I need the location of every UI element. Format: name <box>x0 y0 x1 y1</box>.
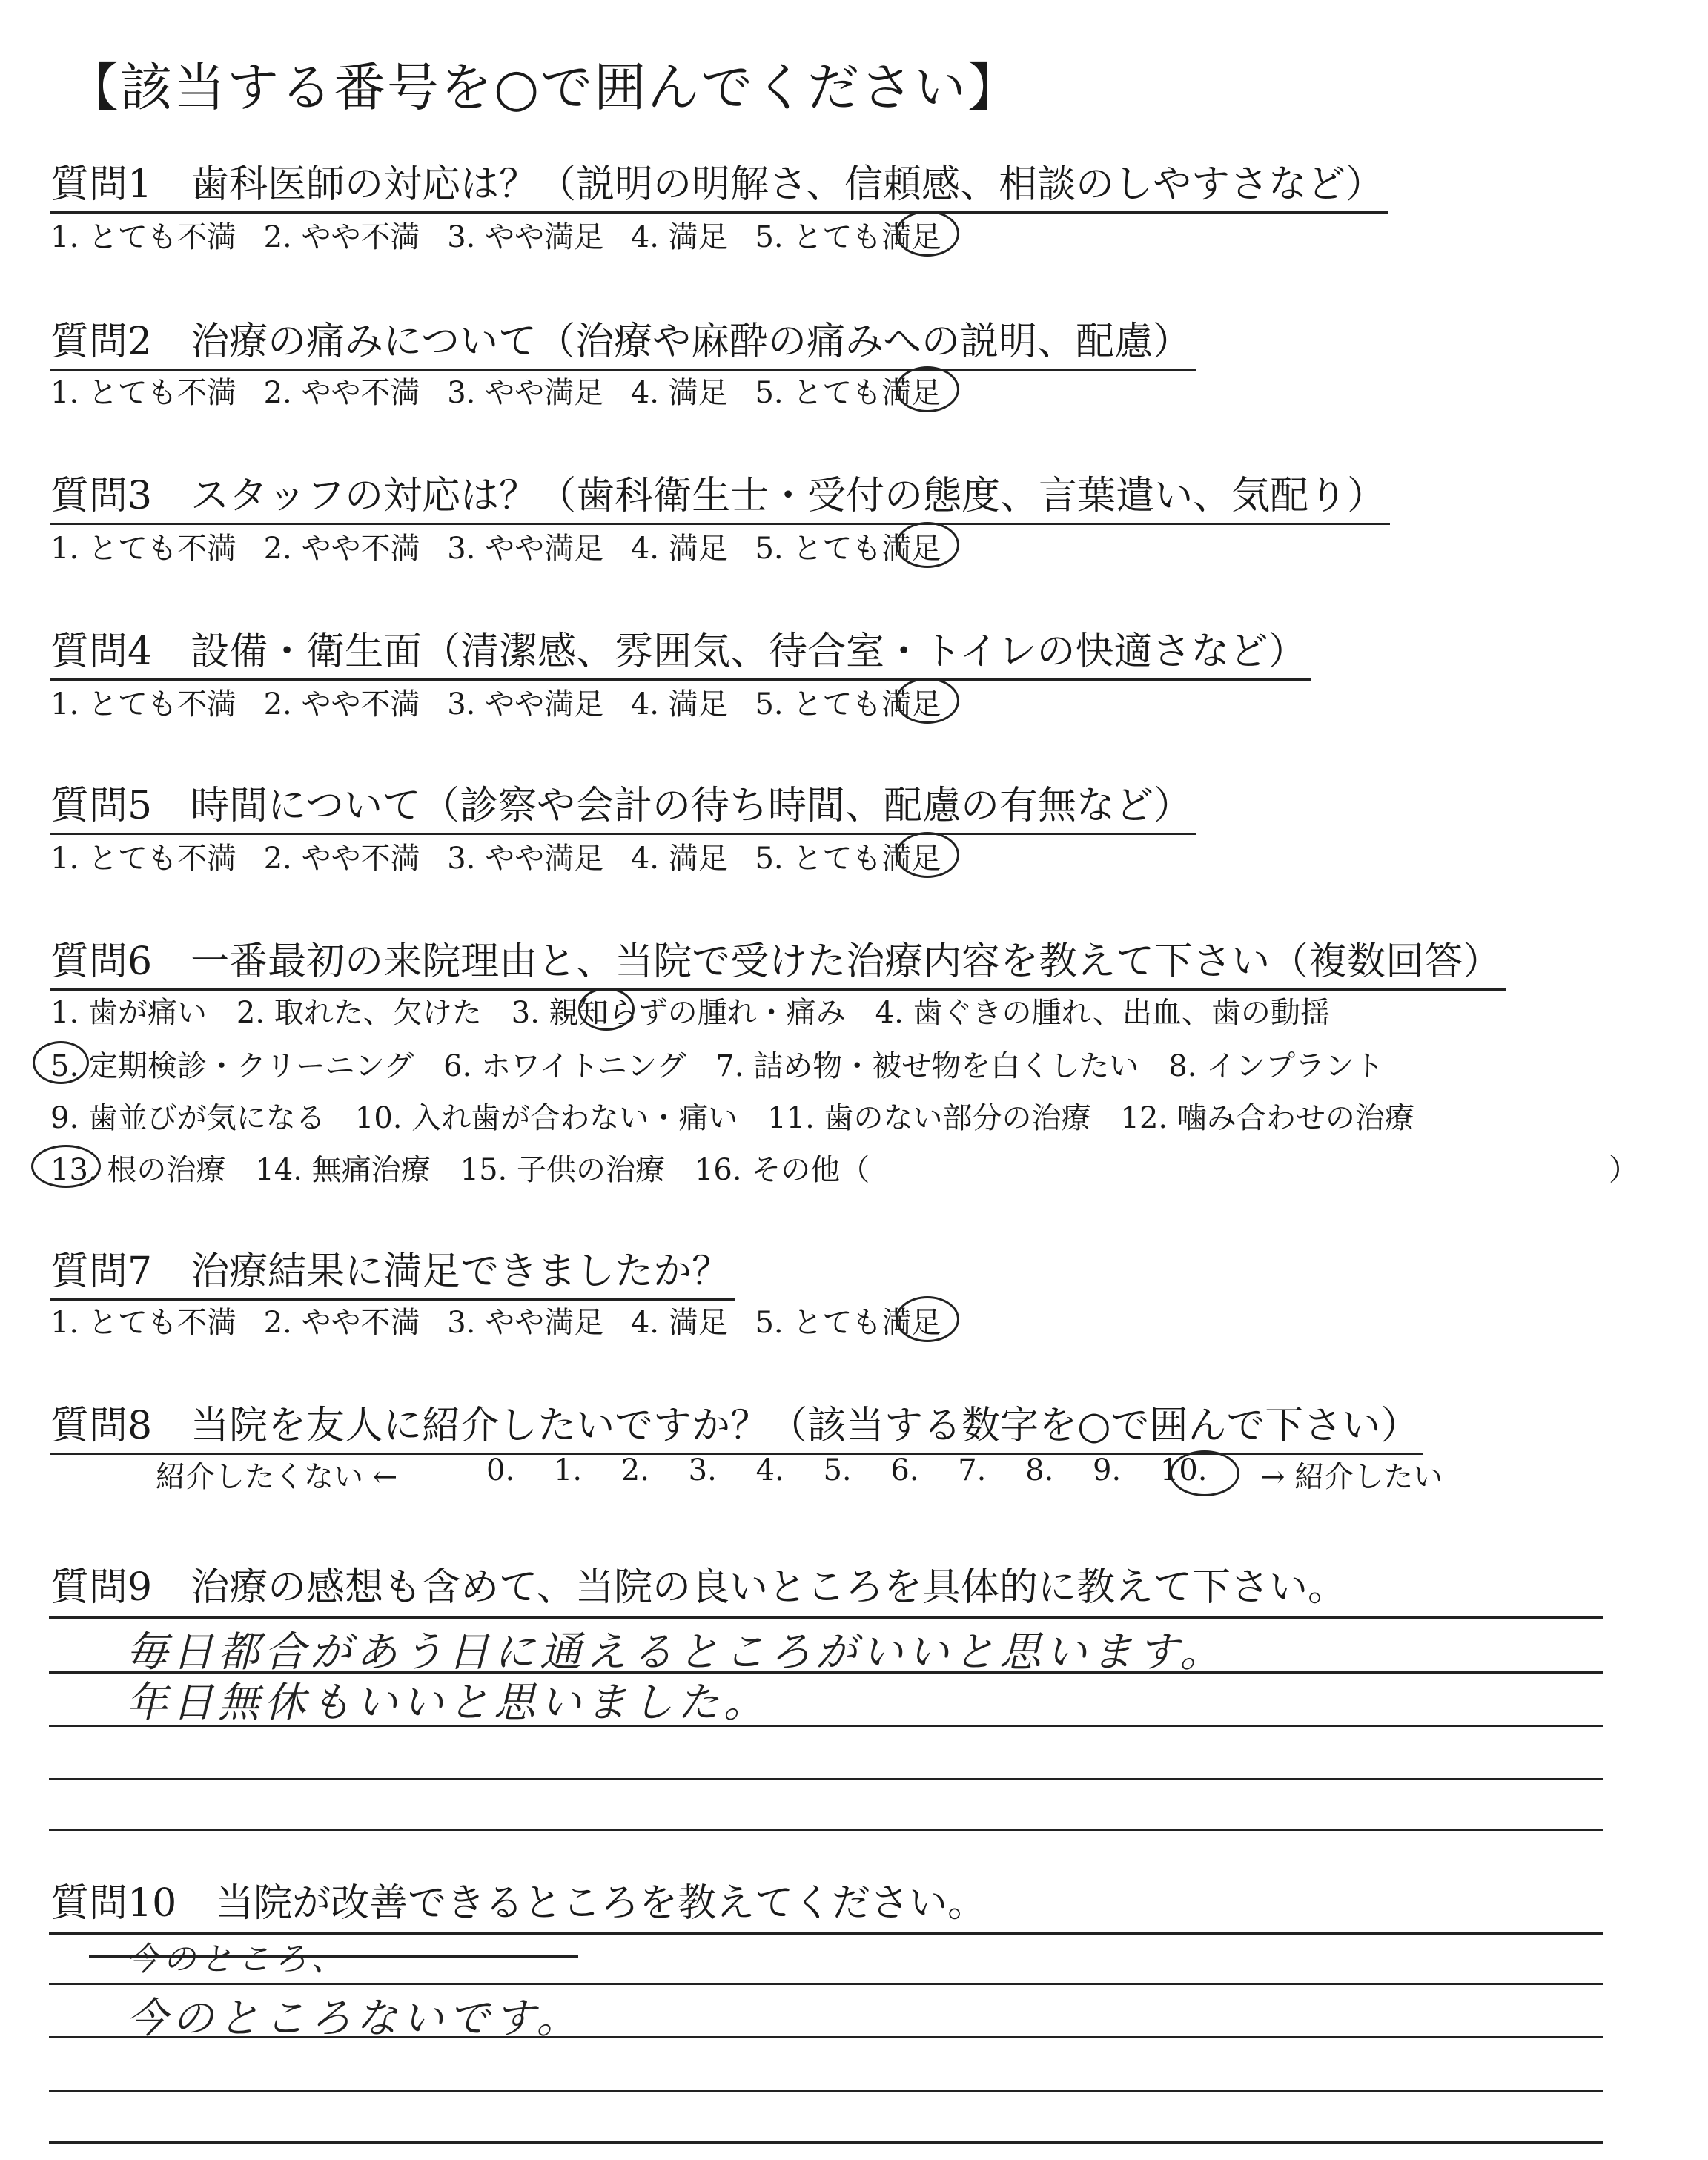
q7-option[interactable]: 4. 満足 <box>630 1306 728 1340</box>
q9-heading: 質問9 治療の感想も含めて、当院の良いところを具体的に教えて下さい。 <box>50 1565 1347 1610</box>
q10-answer-line <box>49 2141 1603 2144</box>
q8-scale-0[interactable]: 0. <box>486 1453 515 1487</box>
q1-option[interactable]: 1. とても不満 <box>50 220 236 254</box>
q1-option[interactable]: 3. やや満足 <box>447 220 604 254</box>
q4-option[interactable]: 3. やや満足 <box>447 687 604 721</box>
page-title: 【該当する番号を○で囲んでください】 <box>67 57 1022 118</box>
q3-options[interactable] <box>50 525 959 567</box>
q6-options-line1[interactable]: 1. 歯が痛い 2. 取れた、欠けた 3. 親知らずの腫れ・痛み 4. 歯ぐきの腫れ、出血、歯の動揺 <box>50 996 1330 1030</box>
q9-answer-line <box>49 1829 1603 1831</box>
q4-options[interactable] <box>50 681 959 723</box>
q9-handwritten-answer-1: 毎日都合があう日に通えるところがいいと思います。 <box>126 1628 1226 1677</box>
q1-heading: 質問1 歯科医師の対応は？（説明の明解さ、信頼感、相談のしやすさなど） <box>50 153 1388 214</box>
q6-selection-circle-3 <box>578 988 635 1031</box>
q8-scale-9[interactable]: 9. <box>1093 1453 1122 1487</box>
q7-options[interactable] <box>50 1299 959 1341</box>
q2-option[interactable]: 1. とても不満 <box>50 376 236 410</box>
q5-option-selected[interactable]: 5. とても満足 <box>755 842 941 876</box>
q6-heading: 質問6 一番最初の来院理由と、当院で受けた治療内容を教えて下さい（複数回答） <box>50 930 1506 991</box>
q6-options-line2[interactable]: 5. 定期検診・クリーニング 6. ホワイトニング 7. 詰め物・被せ物を白くしたい 8. インプラント <box>50 1049 1385 1083</box>
q8-scale[interactable] <box>486 1453 1225 1487</box>
q7-selection-circle <box>896 1296 959 1342</box>
q9-answer-line <box>49 1616 1603 1619</box>
q10-handwritten-answer: 今のところないです。 <box>126 1995 583 2043</box>
q5-option[interactable]: 4. 満足 <box>630 842 728 876</box>
q2-option[interactable]: 2. やや不満 <box>263 376 420 410</box>
q7-option[interactable]: 1. とても不満 <box>50 1306 236 1340</box>
q2-option-selected[interactable]: 5. とても満足 <box>755 376 941 410</box>
q5-option[interactable]: 3. やや満足 <box>447 842 604 876</box>
q4-selection-circle <box>896 678 959 724</box>
q2-heading: 質問2 治療の痛みについて（治療や麻酔の痛みへの説明、配慮） <box>50 310 1196 371</box>
q2-selection-circle <box>896 366 959 412</box>
q8-scale-6[interactable]: 6. <box>890 1453 919 1487</box>
q3-option[interactable]: 2. やや不満 <box>263 532 420 566</box>
q8-scale-1[interactable]: 1. <box>553 1453 583 1487</box>
q4-heading: 質問4 設備・衛生面（清潔感、雰囲気、待合室・トイレの快適さなど） <box>50 620 1311 681</box>
q10-answer-line <box>49 2090 1603 2092</box>
q7-option[interactable]: 2. やや不満 <box>263 1306 420 1340</box>
q5-option[interactable]: 2. やや不満 <box>263 842 420 876</box>
q9-answer-line <box>49 1778 1603 1780</box>
q2-options[interactable] <box>50 369 959 412</box>
strikethrough-line <box>89 1955 578 1958</box>
q10-heading: 質問10 当院が改善できるところを教えてください。 <box>50 1881 987 1926</box>
q1-option[interactable]: 2. やや不満 <box>263 220 420 254</box>
q1-selection-circle <box>896 211 959 257</box>
q5-option[interactable]: 1. とても不満 <box>50 842 236 876</box>
q2-option[interactable]: 4. 満足 <box>630 376 728 410</box>
q5-options[interactable] <box>50 835 959 877</box>
q1-option-selected[interactable]: 5. とても満足 <box>755 220 941 254</box>
q6-options-line3[interactable]: 9. 歯並びが気になる 10. 入れ歯が合わない・痛い 11. 歯のない部分の治療 12. 噛み合わせの治療 <box>50 1101 1414 1135</box>
q6-options-line4[interactable]: 13. 根の治療 14. 無痛治療 15. 子供の治療 16. その他（ <box>50 1153 870 1187</box>
q8-scale-5[interactable]: 5. <box>823 1453 852 1487</box>
q3-option[interactable]: 3. やや満足 <box>447 532 604 566</box>
q8-left-label: 紹介したくない ← <box>156 1460 398 1494</box>
q9-handwritten-answer-2: 年日無休もいいと思いました。 <box>126 1679 769 1727</box>
q10-answer-line <box>49 1983 1603 1985</box>
q3-option-selected[interactable]: 5. とても満足 <box>755 532 941 566</box>
q4-option[interactable]: 1. とても不満 <box>50 687 236 721</box>
q7-option[interactable]: 3. やや満足 <box>447 1306 604 1340</box>
q1-options[interactable] <box>50 214 959 256</box>
q2-option[interactable]: 3. やや満足 <box>447 376 604 410</box>
q8-heading: 質問8 当院を友人に紹介したいですか？（該当する数字を○で囲んで下さい） <box>50 1394 1423 1455</box>
q5-heading: 質問5 時間について（診察や会計の待ち時間、配慮の有無など） <box>50 774 1196 835</box>
q6-other-close: ） <box>1609 1153 1638 1187</box>
q8-selection-circle <box>1170 1450 1239 1496</box>
q4-option-selected[interactable]: 5. とても満足 <box>755 687 941 721</box>
q8-scale-4[interactable]: 4. <box>755 1453 784 1487</box>
q4-option[interactable]: 4. 満足 <box>630 687 728 721</box>
q5-selection-circle <box>896 832 959 878</box>
q8-scale-3[interactable]: 3. <box>688 1453 717 1487</box>
q3-selection-circle <box>896 522 959 568</box>
q6-selection-circle-13 <box>31 1145 101 1188</box>
q10-struck-text: 今のところ、 <box>126 1941 348 1978</box>
q6-selection-circle-5 <box>33 1041 89 1084</box>
q8-scale-2[interactable]: 2. <box>620 1453 649 1487</box>
q8-scale-10[interactable]: 10. <box>1159 1453 1208 1487</box>
q1-option[interactable]: 4. 満足 <box>630 220 728 254</box>
q8-scale-8[interactable]: 8. <box>1025 1453 1054 1487</box>
q7-option-selected[interactable]: 5. とても満足 <box>755 1306 941 1340</box>
q3-option[interactable]: 4. 満足 <box>630 532 728 566</box>
q4-option[interactable]: 2. やや不満 <box>263 687 420 721</box>
q7-heading: 質問7 治療結果に満足できましたか？ <box>50 1240 735 1301</box>
q8-right-label: → 紹介したい <box>1260 1460 1443 1494</box>
q3-option[interactable]: 1. とても不満 <box>50 532 236 566</box>
q8-scale-7[interactable]: 7. <box>958 1453 987 1487</box>
q3-heading: 質問3 スタッフの対応は？（歯科衛生士・受付の態度、言葉遣い、気配り） <box>50 464 1390 525</box>
